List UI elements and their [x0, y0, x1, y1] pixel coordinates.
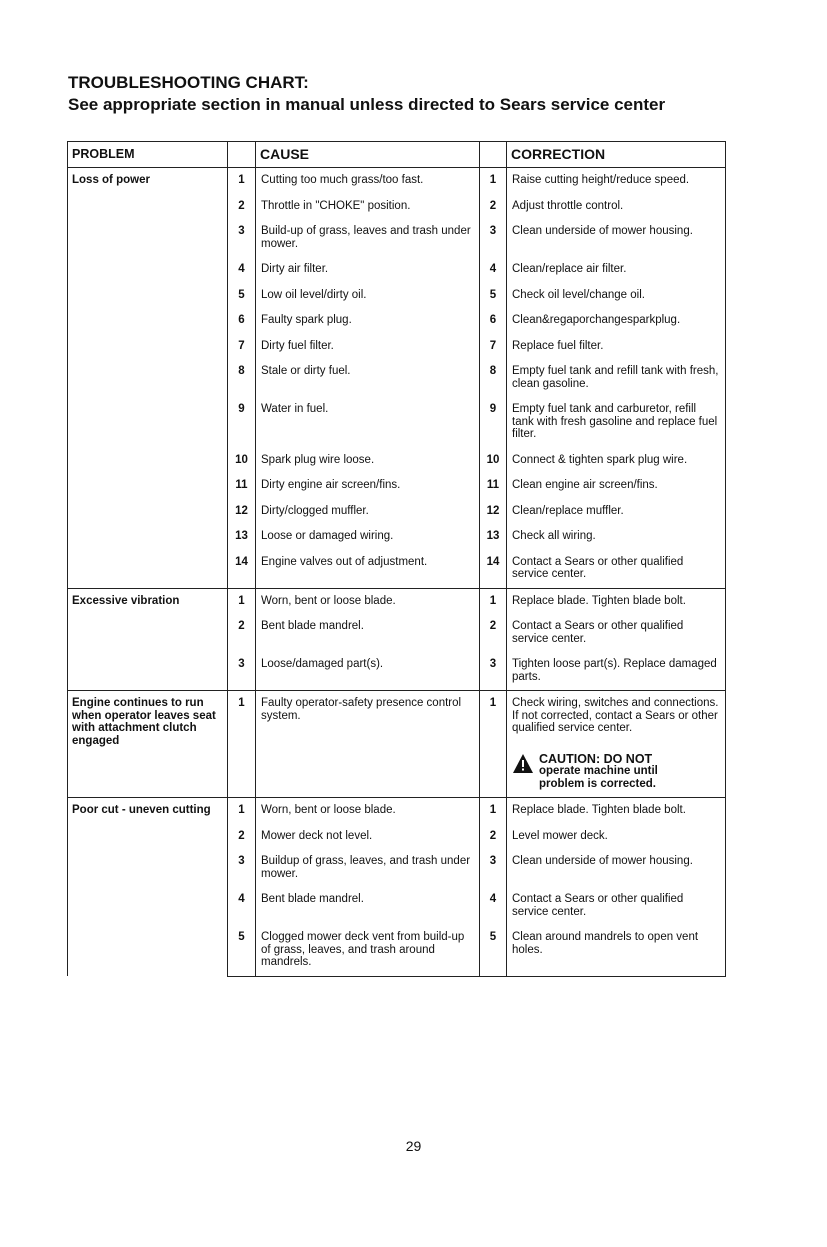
problem-cell: Excessive vibration [68, 588, 228, 691]
chart-subtitle: See appropriate section in manual unless directed to Sears service center [68, 95, 666, 114]
correction-column-header: CORRECTION [507, 142, 726, 168]
table-row [68, 588, 726, 614]
cause-number: 1 [228, 168, 256, 194]
correction-number: 12 [480, 499, 507, 525]
cause-cell: Water in fuel. [256, 397, 480, 448]
cause-number: 3 [228, 849, 256, 887]
cause-number: 13 [228, 524, 256, 550]
correction-cell: Contact a Sears or other qualified service center. [507, 614, 726, 652]
cause-cell: Dirty air filter. [256, 257, 480, 283]
correction-number: 2 [480, 194, 507, 220]
correction-cell: Clean/replace air filter. [507, 257, 726, 283]
correction-cell: Clean underside of mower housing. [507, 849, 726, 887]
table-row [68, 691, 726, 798]
correction-number: 5 [480, 925, 507, 976]
cause-number: 9 [228, 397, 256, 448]
correction-number: 1 [480, 588, 507, 614]
correction-number: 7 [480, 334, 507, 360]
correction-cell: Check oil level/change oil. [507, 283, 726, 309]
correction-cell: Empty fuel tank and refill tank with fresh, clean gasoline. [507, 359, 726, 397]
correction-cell: Empty fuel tank and carburetor, refill tank with fresh gasoline and replace fuel filter. [507, 397, 726, 448]
cause-number: 4 [228, 257, 256, 283]
correction-number: 6 [480, 308, 507, 334]
cause-cell: Throttle in "CHOKE" position. [256, 194, 480, 220]
cause-number: 6 [228, 308, 256, 334]
correction-cell: Contact a Sears or other qualified service center. [507, 550, 726, 589]
correction-number: 3 [480, 849, 507, 887]
correction-number: 4 [480, 887, 507, 925]
cause-cell: Low oil level/dirty oil. [256, 283, 480, 309]
correction-number: 3 [480, 219, 507, 257]
correction-number: 13 [480, 524, 507, 550]
cause-cell: Dirty/clogged muffler. [256, 499, 480, 525]
cause-cell: Mower deck not level. [256, 824, 480, 850]
cause-cell: Buildup of grass, leaves, and trash under mower. [256, 849, 480, 887]
correction-cell: Clean underside of mower housing. [507, 219, 726, 257]
correction-cell [507, 691, 726, 798]
correction-number: 2 [480, 824, 507, 850]
cause-cell: Dirty fuel filter. [256, 334, 480, 360]
cause-cell: Faulty spark plug. [256, 308, 480, 334]
cause-number: 5 [228, 925, 256, 976]
correction-number: 10 [480, 448, 507, 474]
cause-number: 2 [228, 614, 256, 652]
correction-cell: Adjust throttle control. [507, 194, 726, 220]
correction-number: 1 [480, 798, 507, 824]
cause-number: 7 [228, 334, 256, 360]
chart-title: TROUBLESHOOTING CHART: [68, 73, 309, 92]
cause-number: 10 [228, 448, 256, 474]
cause-cell: Dirty engine air screen/fins. [256, 473, 480, 499]
correction-number: 3 [480, 652, 507, 691]
cause-cell: Loose or damaged wiring. [256, 524, 480, 550]
correction-cell: Tighten loose part(s). Replace damaged parts. [507, 652, 726, 691]
correction-cell: Level mower deck. [507, 824, 726, 850]
caution-line-2: operate machine until [539, 765, 658, 777]
problem-cell: Engine continues to run when operator leaves seat with attachment clutch engaged [68, 691, 228, 798]
correction-number: 1 [480, 691, 507, 798]
correction-number: 5 [480, 283, 507, 309]
correction-cell: Replace blade. Tighten blade bolt. [507, 588, 726, 614]
correction-number: 8 [480, 359, 507, 397]
correction-number: 11 [480, 473, 507, 499]
cause-number: 12 [228, 499, 256, 525]
warning-triangle-icon [512, 753, 534, 775]
cause-number: 1 [228, 588, 256, 614]
caution-line-3: problem is corrected. [539, 777, 656, 790]
cause-number: 11 [228, 473, 256, 499]
cause-cell: Bent blade mandrel. [256, 614, 480, 652]
cause-cell: Clogged mower deck vent from build-up of grass, leaves, and trash around mandrels. [256, 925, 480, 976]
caution-notice [512, 753, 721, 791]
correction-number-header [480, 142, 507, 168]
troubleshooting-table [67, 141, 726, 977]
correction-cell: Replace fuel filter. [507, 334, 726, 360]
cause-number: 8 [228, 359, 256, 397]
cause-number: 5 [228, 283, 256, 309]
correction-cell: Check all wiring. [507, 524, 726, 550]
cause-number: 14 [228, 550, 256, 589]
correction-cell: Clean around mandrels to open vent holes. [507, 925, 726, 976]
cause-cell: Bent blade mandrel. [256, 887, 480, 925]
correction-number: 4 [480, 257, 507, 283]
cause-cell: Spark plug wire loose. [256, 448, 480, 474]
correction-cell: Connect & tighten spark plug wire. [507, 448, 726, 474]
cause-number: 2 [228, 824, 256, 850]
correction-number: 2 [480, 614, 507, 652]
table-row [68, 798, 726, 824]
cause-number: 4 [228, 887, 256, 925]
correction-number: 1 [480, 168, 507, 194]
cause-number-header [228, 142, 256, 168]
cause-cell: Cutting too much grass/too fast. [256, 168, 480, 194]
cause-column-header: CAUSE [256, 142, 480, 168]
cause-number: 1 [228, 691, 256, 798]
cause-number: 2 [228, 194, 256, 220]
correction-cell: Contact a Sears or other qualified service center. [507, 887, 726, 925]
problem-column-header: PROBLEM [68, 142, 228, 168]
problem-cell: Poor cut - uneven cutting [68, 798, 228, 977]
cause-cell: Build-up of grass, leaves and trash under mower. [256, 219, 480, 257]
correction-cell: Clean/replace muffler. [507, 499, 726, 525]
cause-cell: Worn, bent or loose blade. [256, 588, 480, 614]
cause-cell: Stale or dirty fuel. [256, 359, 480, 397]
caution-line-1: CAUTION: DO NOT [539, 751, 653, 766]
correction-cell: Clean engine air screen/fins. [507, 473, 726, 499]
correction-cell: Clean&regaporchangesparkplug. [507, 308, 726, 334]
cause-number: 1 [228, 798, 256, 824]
cause-cell: Worn, bent or loose blade. [256, 798, 480, 824]
page-number: 29 [405, 1138, 422, 1154]
correction-number: 14 [480, 550, 507, 589]
problem-cell: Loss of power [68, 168, 228, 589]
cause-number: 3 [228, 219, 256, 257]
correction-cell: Raise cutting height/reduce speed. [507, 168, 726, 194]
correction-number: 9 [480, 397, 507, 448]
chart-heading [68, 72, 665, 116]
correction-cell: Replace blade. Tighten blade bolt. [507, 798, 726, 824]
correction-text: Check wiring, switches and connections. If not corrected, contact a Sears or other qualified service center. [512, 697, 719, 734]
cause-cell: Loose/damaged part(s). [256, 652, 480, 691]
cause-cell: Faulty operator-safety presence control system. [256, 691, 480, 798]
table-row [68, 168, 726, 194]
cause-number: 3 [228, 652, 256, 691]
cause-cell: Engine valves out of adjustment. [256, 550, 480, 589]
table-header-row [68, 142, 726, 168]
